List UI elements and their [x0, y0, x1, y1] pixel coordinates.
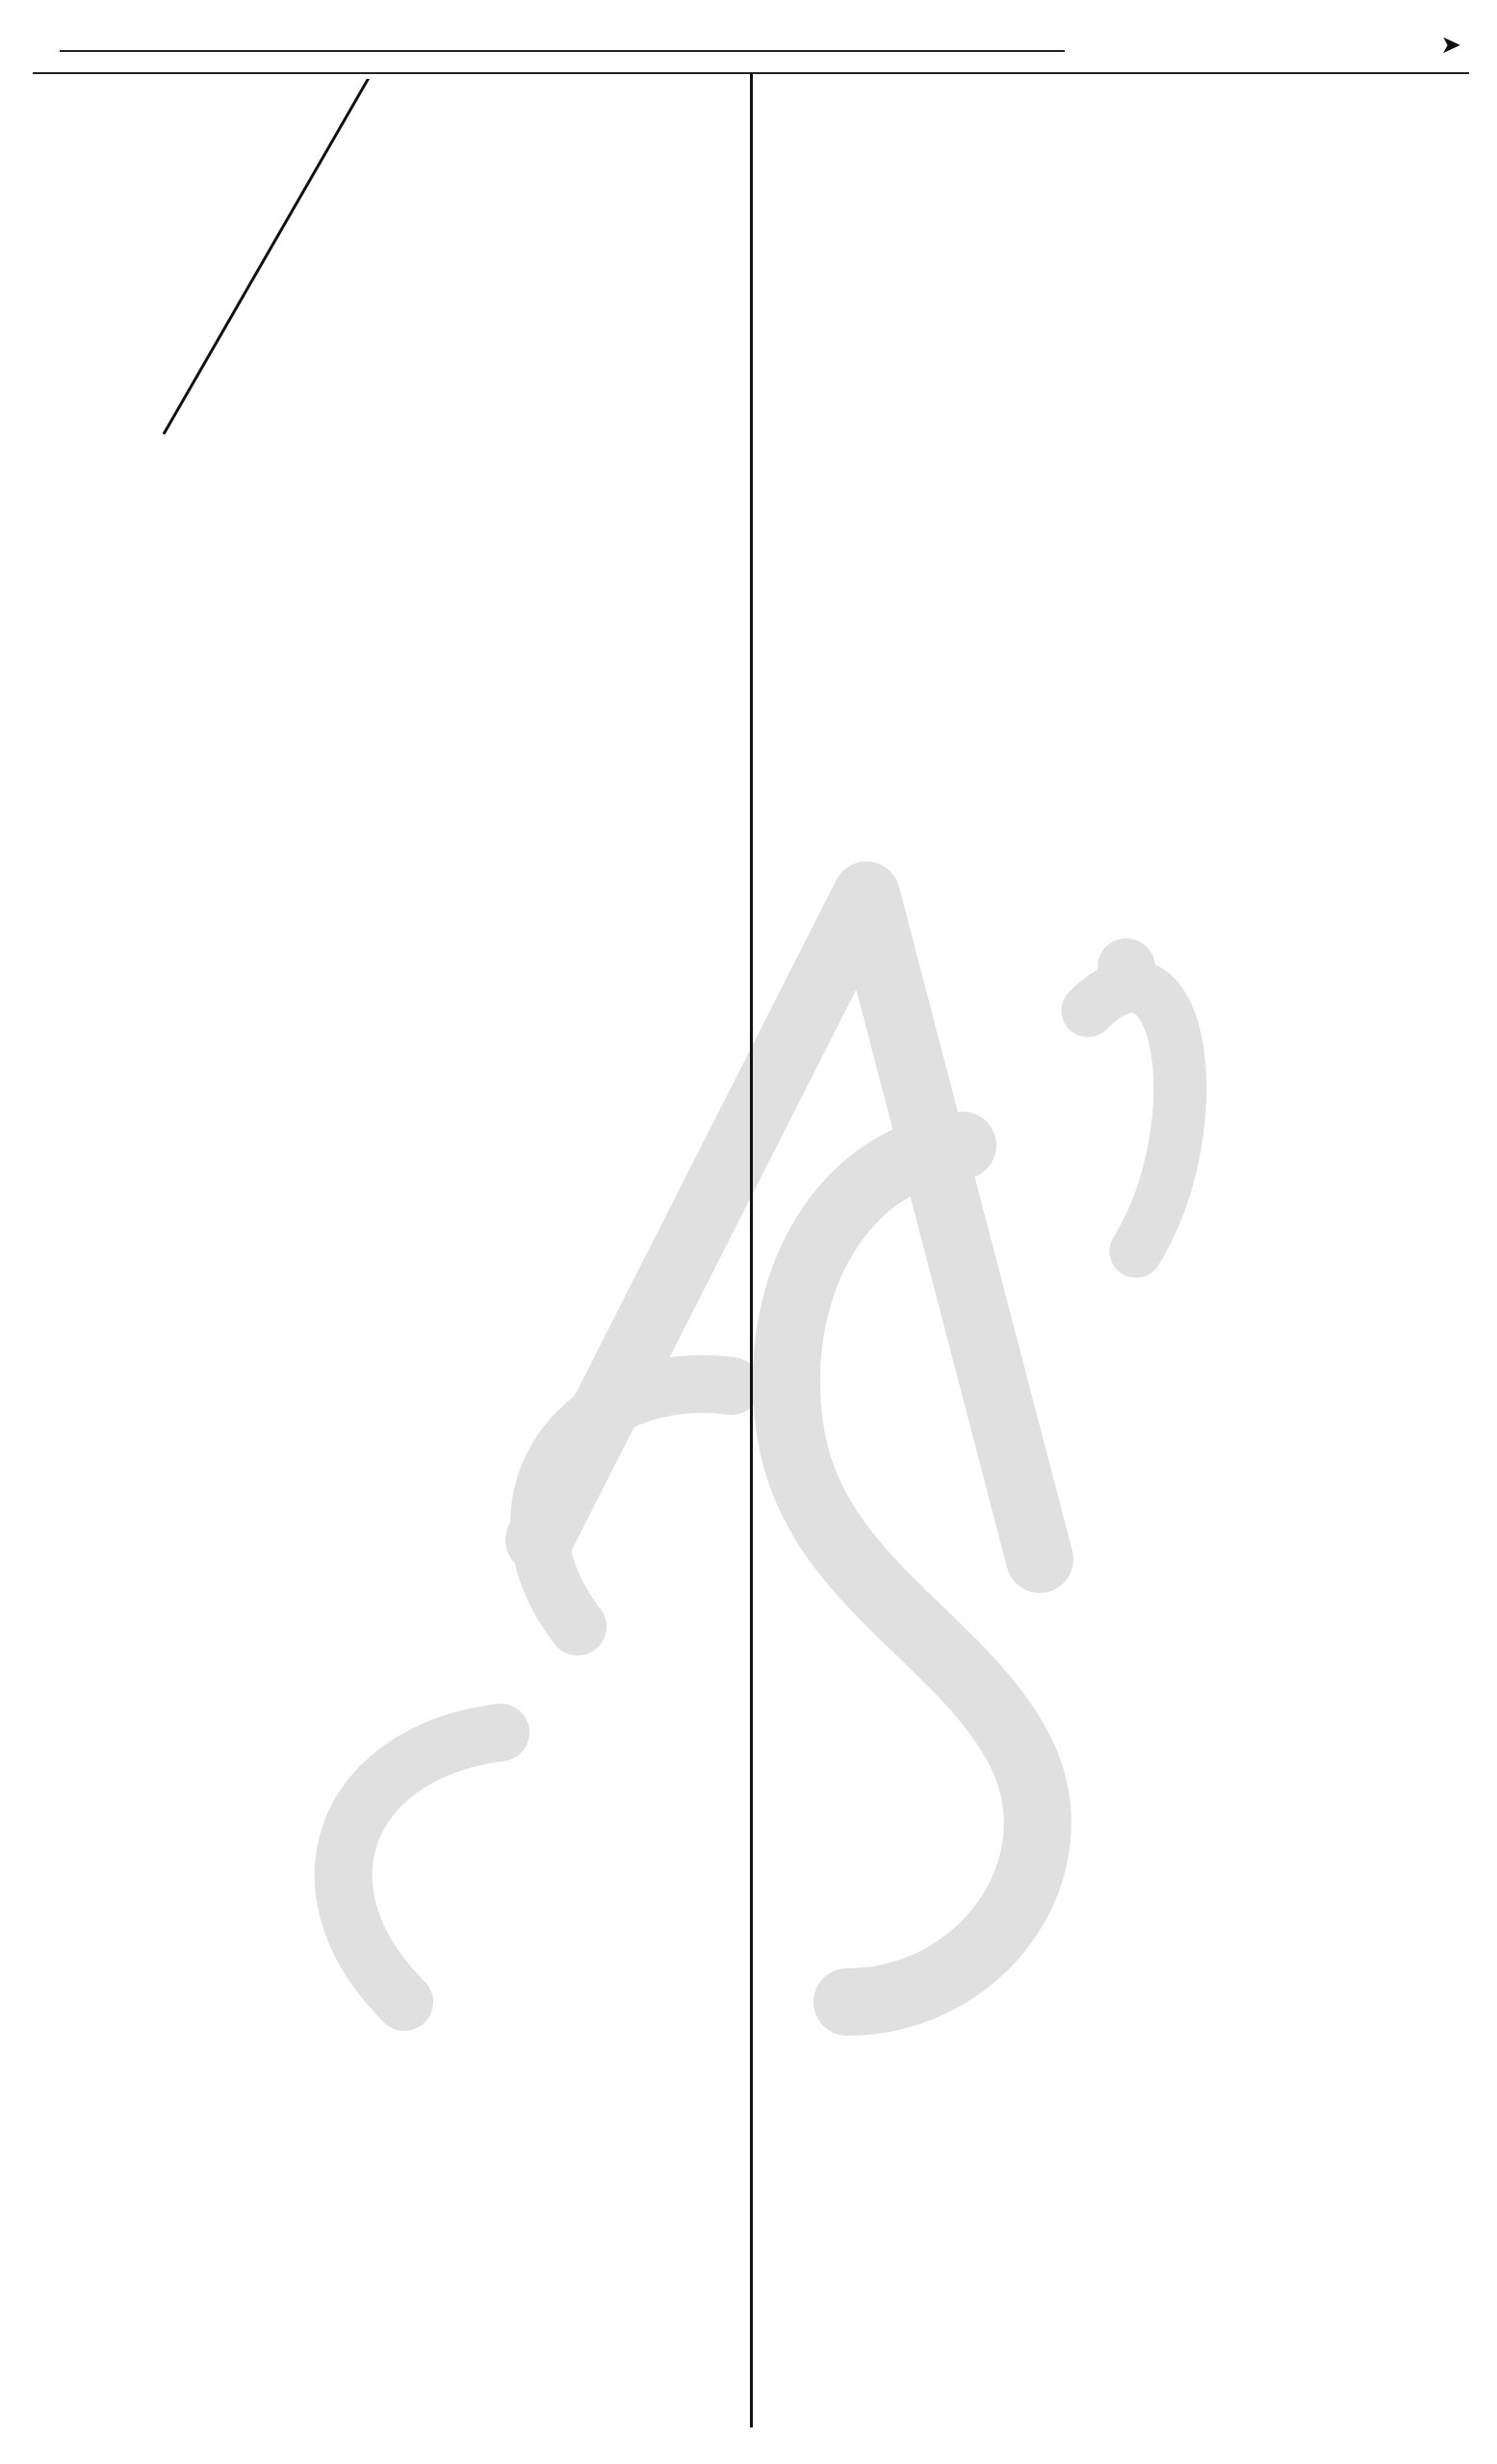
book-title	[1440, 25, 1469, 62]
diagram-incline-mab	[35, 79, 739, 478]
column-divider	[750, 73, 753, 2427]
page-header	[35, 21, 1469, 69]
incline-diagram-svg	[35, 79, 739, 478]
left-column	[35, 79, 739, 478]
chevron-right-icon: ➤	[1440, 31, 1461, 59]
incline-line	[164, 79, 395, 434]
header-rule	[60, 50, 1065, 52]
question-15	[35, 79, 739, 478]
